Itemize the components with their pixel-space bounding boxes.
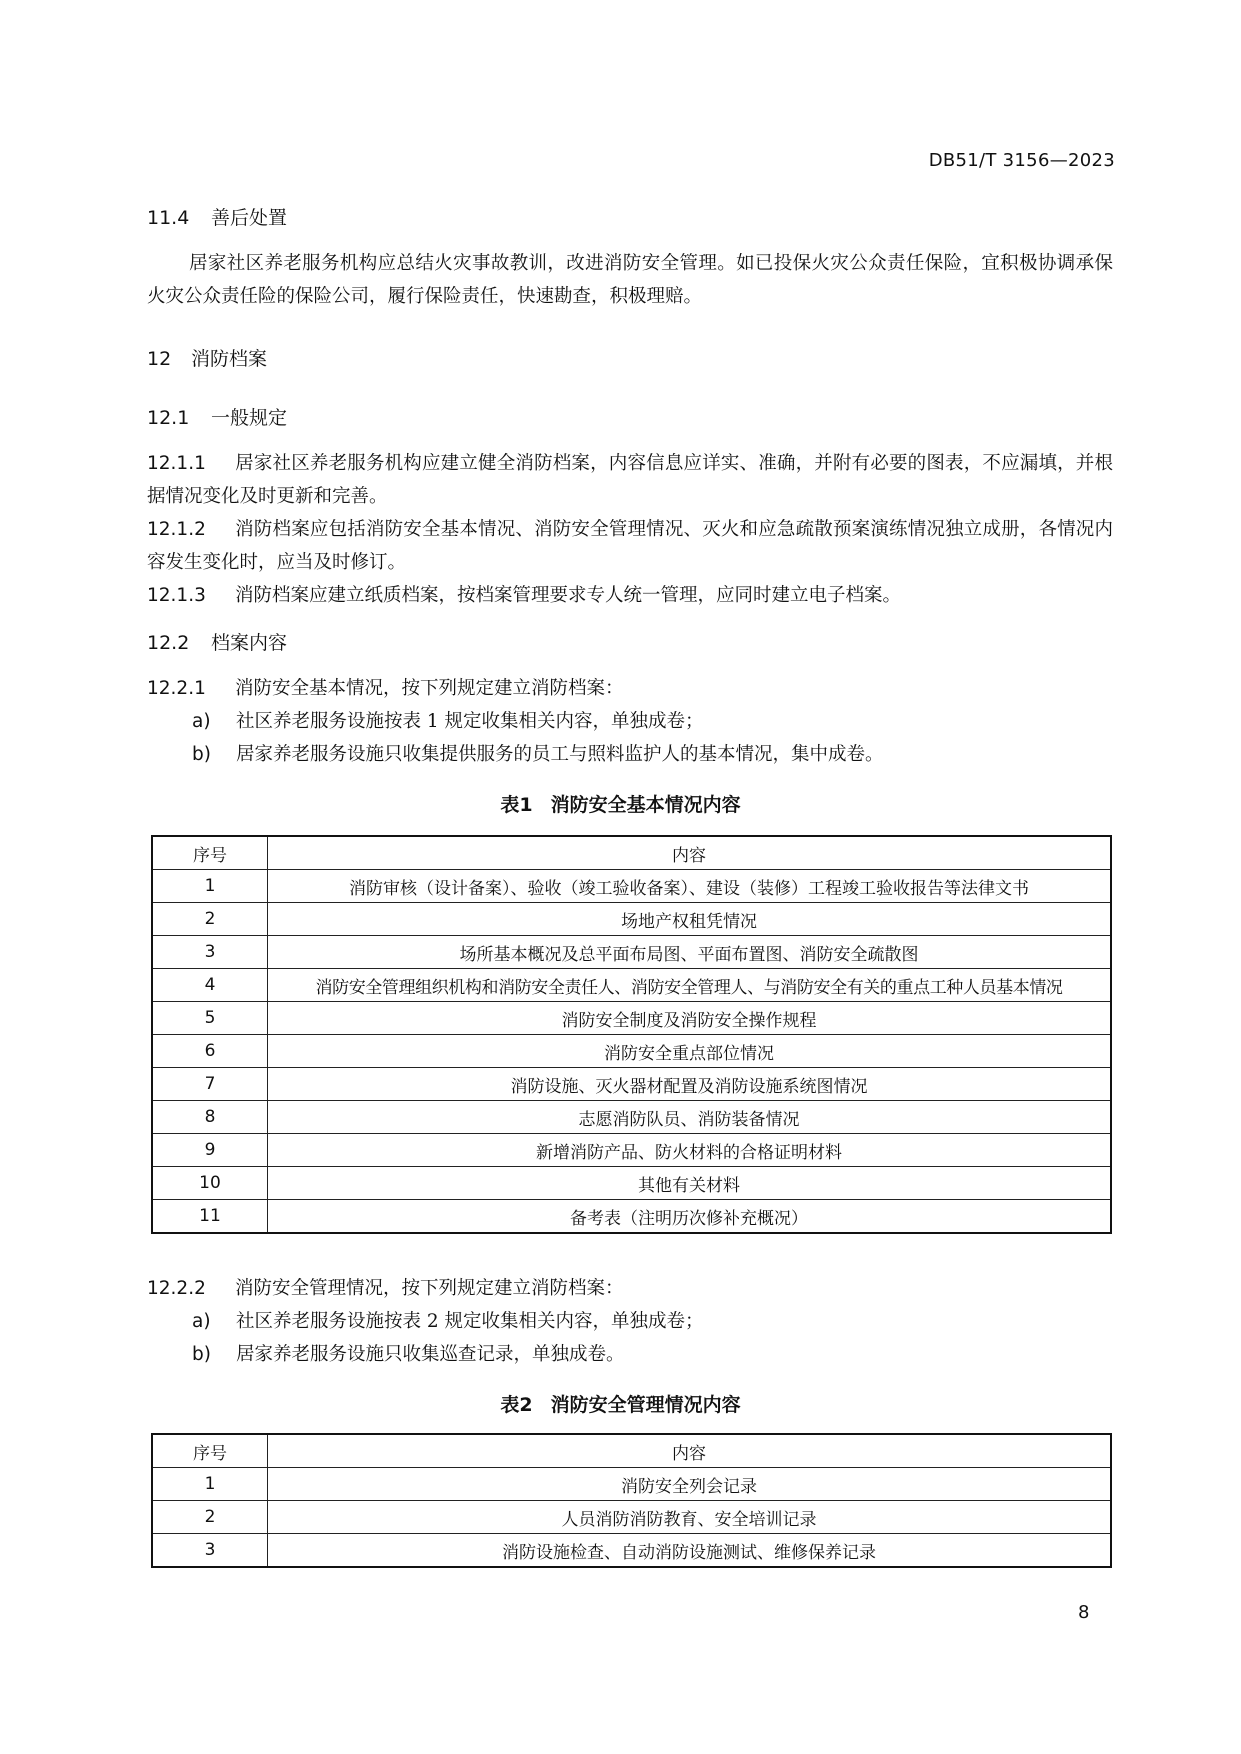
- list-item-a: [192, 705, 704, 738]
- clause-text: 消防安全管理情况，按下列规定建立消防档案：: [235, 1278, 624, 1299]
- row-number: 9: [152, 1134, 268, 1167]
- table-header-row: [152, 836, 1111, 870]
- clause-12-2-1: [147, 672, 1113, 705]
- header-serial-no: 序号: [152, 1434, 268, 1468]
- row-number: 10: [152, 1167, 268, 1200]
- clause-text: 消防档案应包括消防安全基本情况、消防安全管理情况、灭火和应急疏散预案演练情况独立成册，各情况内容发生变化时，应当及时修订。: [147, 519, 1113, 573]
- row-content: 备考表（注明历次修补充概况）: [268, 1200, 1112, 1234]
- table-caption: 消防安全基本情况内容: [550, 794, 741, 816]
- clause-text: 居家社区养老服务机构应建立健全消防档案，内容信息应详实、准确，并附有必要的图表，不应漏填，并根据情况变化及时更新和完善。: [147, 453, 1113, 507]
- page-number: 8: [1078, 1602, 1090, 1623]
- header-serial-no: 序号: [152, 836, 268, 870]
- row-number: 3: [152, 936, 268, 969]
- clause-number: 12.1.3: [147, 585, 206, 606]
- table-row: [152, 1134, 1111, 1167]
- row-content: 消防设施、灭火器材配置及消防设施系统图情况: [268, 1068, 1112, 1101]
- row-content: 消防设施检查、自动消防设施测试、维修保养记录: [268, 1534, 1112, 1568]
- table-number: 表2: [500, 1394, 533, 1416]
- row-number: 3: [152, 1534, 268, 1568]
- clause-number: 12.1.2: [147, 519, 206, 540]
- section-12-heading: [147, 344, 267, 371]
- header-content: 内容: [268, 1434, 1112, 1468]
- table-row: [152, 1534, 1111, 1568]
- row-content: 新增消防产品、防火材料的合格证明材料: [268, 1134, 1112, 1167]
- table-1-title: [0, 790, 1241, 817]
- section-title: 善后处置: [211, 207, 288, 229]
- row-content: 人员消防消防教育、安全培训记录: [268, 1501, 1112, 1534]
- section-12-1-heading: [147, 403, 287, 430]
- table-header-row: [152, 1434, 1111, 1468]
- table-2: [151, 1433, 1112, 1568]
- section-number: 12.2: [147, 632, 190, 654]
- list-text: 社区养老服务设施按表 1 规定收集相关内容，单独成卷；: [236, 711, 704, 732]
- section-title: 消防档案: [191, 348, 268, 370]
- row-number: 8: [152, 1101, 268, 1134]
- table-row: [152, 1501, 1111, 1534]
- list-item-a: [192, 1305, 704, 1338]
- table-caption: 消防安全管理情况内容: [550, 1394, 741, 1416]
- row-number: 11: [152, 1200, 268, 1234]
- table-row: [152, 870, 1111, 903]
- row-number: 1: [152, 1468, 268, 1501]
- clause-12-1-1: [147, 447, 1113, 513]
- row-content: 其他有关材料: [268, 1167, 1112, 1200]
- list-marker: b): [192, 744, 211, 765]
- list-marker: a): [192, 1311, 211, 1332]
- section-11-4-paragraph: 居家社区养老服务机构应总结火灾事故教训，改进消防安全管理。如已投保火灾公众责任保险，宜积极协调承保火灾公众责任险的保险公司，履行保险责任，快速勘查，积极理赔。: [147, 253, 1113, 307]
- clause-number: 12.2.2: [147, 1278, 206, 1299]
- list-marker: a): [192, 711, 211, 732]
- list-item-b: [192, 1338, 625, 1371]
- row-number: 5: [152, 1002, 268, 1035]
- row-number: 1: [152, 870, 268, 903]
- row-number: 7: [152, 1068, 268, 1101]
- row-content: 消防安全重点部位情况: [268, 1035, 1112, 1068]
- row-content: 消防安全列会记录: [268, 1468, 1112, 1501]
- clause-12-1-2: [147, 513, 1113, 579]
- table-row: [152, 1200, 1111, 1234]
- row-number: 6: [152, 1035, 268, 1068]
- clause-text: 消防安全基本情况，按下列规定建立消防档案：: [235, 678, 624, 699]
- table-row: [152, 903, 1111, 936]
- list-text: 居家养老服务设施只收集巡查记录，单独成卷。: [236, 1344, 625, 1365]
- section-title: 一般规定: [211, 407, 288, 429]
- list-marker: b): [192, 1344, 211, 1365]
- row-content: 场所基本概况及总平面布局图、平面布置图、消防安全疏散图: [268, 936, 1112, 969]
- table-1: [151, 835, 1112, 1234]
- section-11-4-heading: [147, 203, 287, 230]
- section-number: 11.4: [147, 207, 190, 229]
- table-row: [152, 1002, 1111, 1035]
- section-number: 12.1: [147, 407, 190, 429]
- list-text: 居家养老服务设施只收集提供服务的员工与照料监护人的基本情况，集中成卷。: [236, 744, 884, 765]
- section-number: 12: [147, 348, 172, 370]
- row-content: 消防审核（设计备案）、验收（竣工验收备案）、建设（装修）工程竣工验收报告等法律文书: [268, 870, 1112, 903]
- document-code: DB51/T 3156—2023: [928, 150, 1115, 171]
- clause-12-1-3: [147, 579, 1113, 612]
- section-title: 档案内容: [211, 632, 288, 654]
- row-content: 场地产权租凭情况: [268, 903, 1112, 936]
- row-number: 4: [152, 969, 268, 1002]
- clause-12-2-2: [147, 1272, 1113, 1305]
- list-item-b: [192, 738, 884, 771]
- table-row: [152, 936, 1111, 969]
- clause-number: 12.1.1: [147, 453, 206, 474]
- row-content: 消防安全制度及消防安全操作规程: [268, 1002, 1112, 1035]
- table-row: [152, 969, 1111, 1002]
- table-row: [152, 1035, 1111, 1068]
- table-2-title: [0, 1390, 1241, 1417]
- table-row: [152, 1468, 1111, 1501]
- table-row: [152, 1167, 1111, 1200]
- table-row: [152, 1101, 1111, 1134]
- section-12-2-heading: [147, 628, 287, 655]
- header-content: 内容: [268, 836, 1112, 870]
- row-number: 2: [152, 903, 268, 936]
- table-number: 表1: [500, 794, 533, 816]
- list-text: 社区养老服务设施按表 2 规定收集相关内容，单独成卷；: [236, 1311, 704, 1332]
- table-row: [152, 1068, 1111, 1101]
- row-number: 2: [152, 1501, 268, 1534]
- row-content: 消防安全管理组织机构和消防安全责任人、消防安全管理人、与消防安全有关的重点工种人员基本情况: [268, 969, 1112, 1002]
- row-content: 志愿消防队员、消防装备情况: [268, 1101, 1112, 1134]
- clause-number: 12.2.1: [147, 678, 206, 699]
- clause-text: 消防档案应建立纸质档案，按档案管理要求专人统一管理，应同时建立电子档案。: [235, 585, 902, 606]
